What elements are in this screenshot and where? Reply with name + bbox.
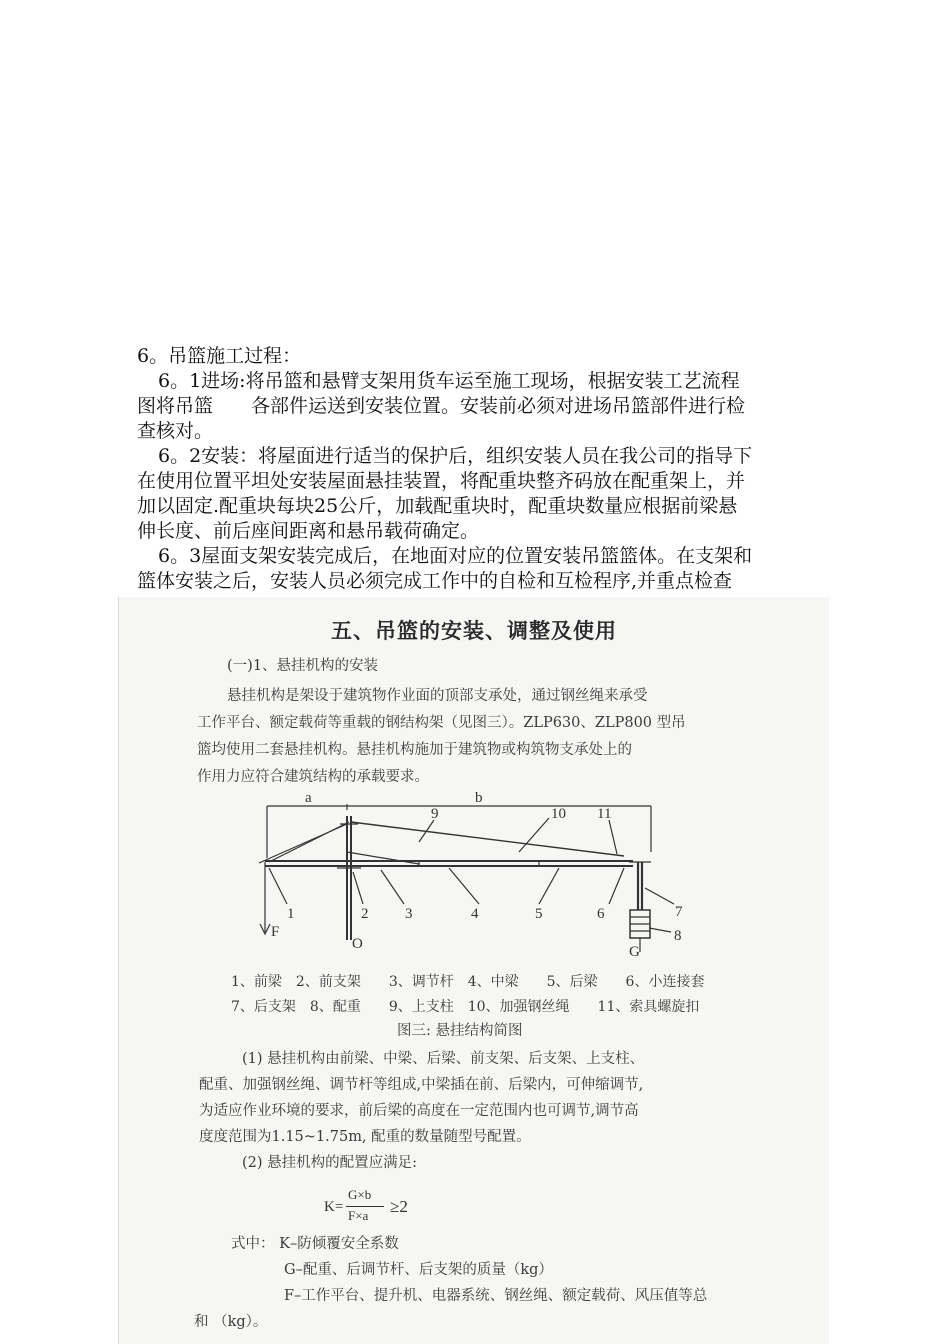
dim-label-a: a	[305, 792, 312, 806]
scan-para-line: 配重、加强钢丝绳、调节杆等组成,中梁插在前、后梁内，可伸缩调节,	[199, 1077, 644, 1093]
scan-intro-line: 作用力应符合建筑结构的承载要求。	[197, 769, 429, 785]
where-line: F–工作平台、提升机、电器系统、钢丝绳、额定载荷、风压值等总	[284, 1288, 708, 1304]
paragraph-line: 6。2安装：将屋面进行适当的保护后，组织安装人员在我公司的指导下	[158, 445, 753, 467]
part-label-1: 1	[287, 906, 295, 922]
legend-line: 1、前梁 2、前支架 3、调节杆 4、中梁 5、后梁 6、小连接套	[231, 974, 705, 990]
scan-title: 五、吊篮的安装、调整及使用	[331, 619, 617, 643]
part-label-2: 2	[361, 906, 369, 922]
part-label-3: 3	[405, 906, 413, 922]
part-label-8: 8	[674, 928, 682, 944]
formula	[324, 1187, 484, 1231]
part-label-9: 9	[431, 806, 439, 822]
where-line: G–配重、后调节杆、后支架的质量（kg）	[284, 1262, 553, 1278]
part-label-4: 4	[471, 906, 479, 922]
where-line: 式中： K–防倾覆安全系数	[231, 1236, 399, 1252]
where-line: 和 （kg）。	[194, 1314, 268, 1330]
paragraph-line: 加以固定.配重块每块25公斤，加载配重块时，配重块数量应根据前梁悬	[137, 495, 738, 517]
scan-para-line: 为适应作业环境的要求，前后梁的高度在一定范围内也可调节,调节高	[199, 1103, 639, 1119]
scan-intro-line: 篮均使用二套悬挂机构。悬挂机构施加于建筑物或构筑物支承处上的	[197, 742, 632, 758]
figure-caption: 图三: 悬挂结构简图	[397, 1023, 523, 1039]
weight-label-G: G	[629, 944, 640, 960]
legend-line: 7、后支架 8、配重 9、上支柱 10、加强钢丝绳 11、索具螺旋扣	[231, 999, 700, 1015]
scan-intro-line: 悬挂机构是架设于建筑物作业面的顶部支承处，通过钢丝绳来承受	[227, 688, 648, 704]
paragraph-line: 篮体安装之后，安装人员必须完成工作中的自检和互检程序,并重点检查	[137, 570, 733, 592]
scan-intro-line: 工作平台、额定载荷等重载的钢结构架（见图三）。ZLP630、ZLP800 型吊	[197, 715, 686, 731]
formula-rhs: ≥2	[390, 1197, 408, 1216]
part-label-10: 10	[551, 806, 566, 822]
scanned-page	[118, 597, 829, 1344]
scan-para-line: (1) 悬挂机构由前梁、中梁、后梁、前支架、后支架、上支柱、	[242, 1051, 645, 1067]
formula-denominator: F×a	[348, 1208, 369, 1223]
pivot-label-O: O	[352, 936, 363, 952]
scan-section-heading: (一)1、悬挂机构的安装	[227, 658, 379, 674]
paragraph-line: 伸长度、前后座间距离和悬吊载荷确定。	[137, 520, 480, 542]
section-heading: 6。吊篮施工过程：	[137, 345, 302, 367]
scan-para-line: (2) 悬挂机构的配置应满足:	[242, 1155, 418, 1171]
paragraph-line: 6。1进场:将吊篮和悬臂支架用货车运至施工现场，根据安装工艺流程	[158, 370, 740, 392]
paragraph-line: 图将吊篮 各部件运送到安装位置。安装前必须对进场吊篮部件进行检	[137, 395, 746, 417]
part-label-6: 6	[597, 906, 605, 922]
part-label-5: 5	[535, 906, 543, 922]
dim-label-b: b	[475, 792, 483, 806]
formula-lhs: K=	[324, 1199, 344, 1215]
scan-para-line: 度度范围为1.15~1.75m, 配重的数量随型号配置。	[199, 1129, 531, 1145]
paragraph-line: 6。3屋面支架安装完成后，在地面对应的位置安装吊篮篮体。在支架和	[158, 545, 753, 567]
suspension-diagram	[119, 792, 829, 972]
fraction-bar	[346, 1206, 384, 1207]
part-label-11: 11	[597, 806, 612, 822]
part-label-7: 7	[675, 904, 683, 920]
force-label-F: F	[271, 924, 280, 940]
paragraph-line: 查核对。	[137, 420, 214, 442]
formula-numerator: G×b	[348, 1187, 372, 1202]
paragraph-line: 在使用位置平坦处安装屋面悬挂装置，将配重块整齐码放在配重架上，并	[137, 470, 746, 492]
